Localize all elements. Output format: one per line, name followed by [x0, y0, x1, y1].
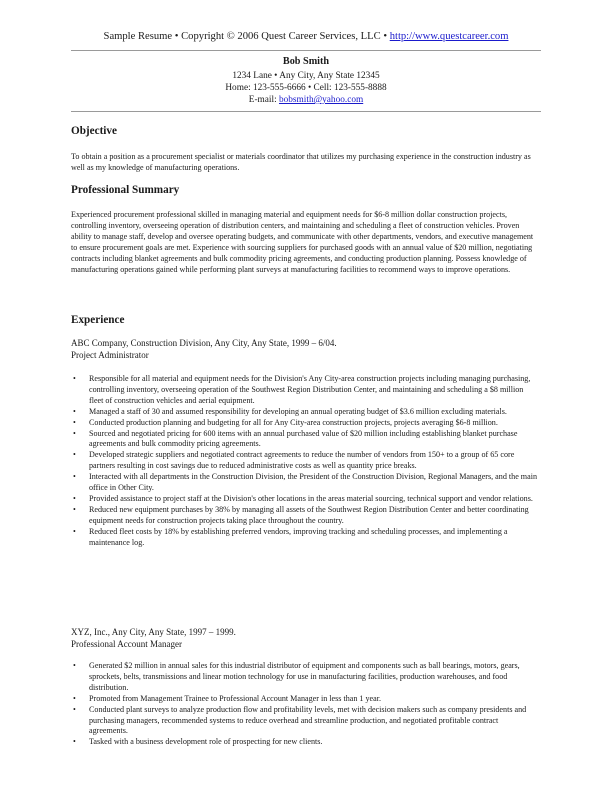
list-item: • Interacted with all departments in the Construction Division, the President of the Construction Division, Regional Managers, and the main office in Other City. — [71, 472, 537, 494]
email-label: E-mail: — [248, 95, 279, 105]
experience-heading: Experience — [71, 314, 125, 326]
summary-heading: Professional Summary — [71, 184, 180, 196]
job-bullets-1 — [71, 374, 537, 549]
list-item: • Conducted plant surveys to analyze production flow and profitability levels, met with decision makers such as company presidents and purchasing managers, recommended systems to reduce overhead and streamline production, and negotiated profitable contract agreements. — [71, 705, 537, 738]
list-item: • Reduced fleet costs by 18% by establishing preferred vendors, improving tracking and scheduling processes, and implementing a maintenance log. — [71, 527, 537, 549]
copyright-header — [0, 31, 612, 42]
objective-text: To obtain a position as a procurement specialist or materials coordinator that utilizes my purchasing experience in the construction industry as well as my knowledge of manufacturing operations. — [71, 152, 531, 172]
list-item: • Provided assistance to project staff at the Division's other locations in the areas material sourcing, technical support and vendor relations. — [71, 494, 537, 505]
applicant-name: Bob Smith — [282, 56, 330, 67]
job-company-1: ABC Company, Construction Division, Any City, Any State, 1999 – 6/04. — [71, 338, 337, 348]
phone-line: Home: 123-555-6666 • Cell: 123-555-8888 — [225, 83, 387, 93]
list-item: • Developed strategic suppliers and negotiated contract agreements to reduce the number of vendors from 150+ to a group of 65 core partners resulting in cost savings due to reduced administrative costs as well as quantity price breaks. — [71, 450, 537, 472]
list-item: • Reduced new equipment purchases by 38% by managing all assets of the Southwest Region Distribution Center and better coordinating equipment needs for construction projects taking place throughout the country. — [71, 505, 537, 527]
job-company-2: XYZ, Inc., Any City, Any State, 1997 – 1999. — [71, 627, 236, 637]
list-item: • Generated $2 million in annual sales for this industrial distributor of equipment and components such as ball bearings, motors, gears, sprockets, belts, transmissions and linear motion technology for use in manufacturing facilities, production warehouses, and food distribution. — [71, 661, 537, 694]
summary-text: Experienced procurement professional skilled in managing material and equipment needs for $6-8 million dollar construction projects, controlling inventory, overseeing operation of distribution centers, and maintaining and scheduling a fleet of construction vehicles. Proven ability to manage staff, develop and oversee operating budgets, and communicate with other departments, vendors, and executive management to ensure procurement goals are met. Experience with sourcing suppliers for purchased goods with an annual value of $20 million, negotiating contracts including blanket agreements and bulk commodity pricing agreements, and conducting production planning. Possess knowledge of manufacturing operations gained while performing plant surveys at manufacturing facilities to recommend ways to improve operations. — [71, 210, 534, 274]
header-divider — [71, 50, 541, 51]
contact-divider — [71, 111, 541, 112]
job-title-2: Professional Account Manager — [71, 639, 182, 649]
objective-heading: Objective — [71, 125, 117, 137]
list-item: • Managed a staff of 30 and assumed responsibility for developing an annual operating budget of $3.6 million excluding materials. — [71, 407, 537, 418]
email-line — [0, 95, 612, 105]
list-item: • Tasked with a business development role of prospecting for new clients. — [71, 737, 537, 748]
copyright-text: Sample Resume • Copyright © 2006 Quest Career Services, LLC • — [103, 31, 390, 42]
address-line: 1234 Lane • Any City, Any State 12345 — [232, 71, 380, 81]
job-bullets-2 — [71, 661, 537, 748]
list-item: • Conducted production planning and budgeting for all for Any City-area construction projects, projects averaging $6-8 million. — [71, 418, 537, 429]
email-link[interactable]: bobsmith@yahoo.com — [278, 95, 364, 105]
list-item: • Responsible for all material and equipment needs for the Division's Any City-area construction projects including managing purchasing, controlling inventory, overseeing operation of the Southwest Region Distribution Center, and maintaining and scheduling a $8 million fleet of construction vehicles and aerial equipment. — [71, 374, 537, 407]
list-item: • Sourced and negotiated pricing for 600 items with an annual purchased value of $20 million including establishing blanket purchase agreements and bulk commodity pricing agreements. — [71, 429, 537, 451]
job-title-1: Project Administrator — [71, 350, 149, 360]
list-item: • Promoted from Management Trainee to Professional Account Manager in less than 1 year. — [71, 694, 537, 705]
website-link[interactable]: http://www.questcareer.com — [389, 31, 509, 42]
